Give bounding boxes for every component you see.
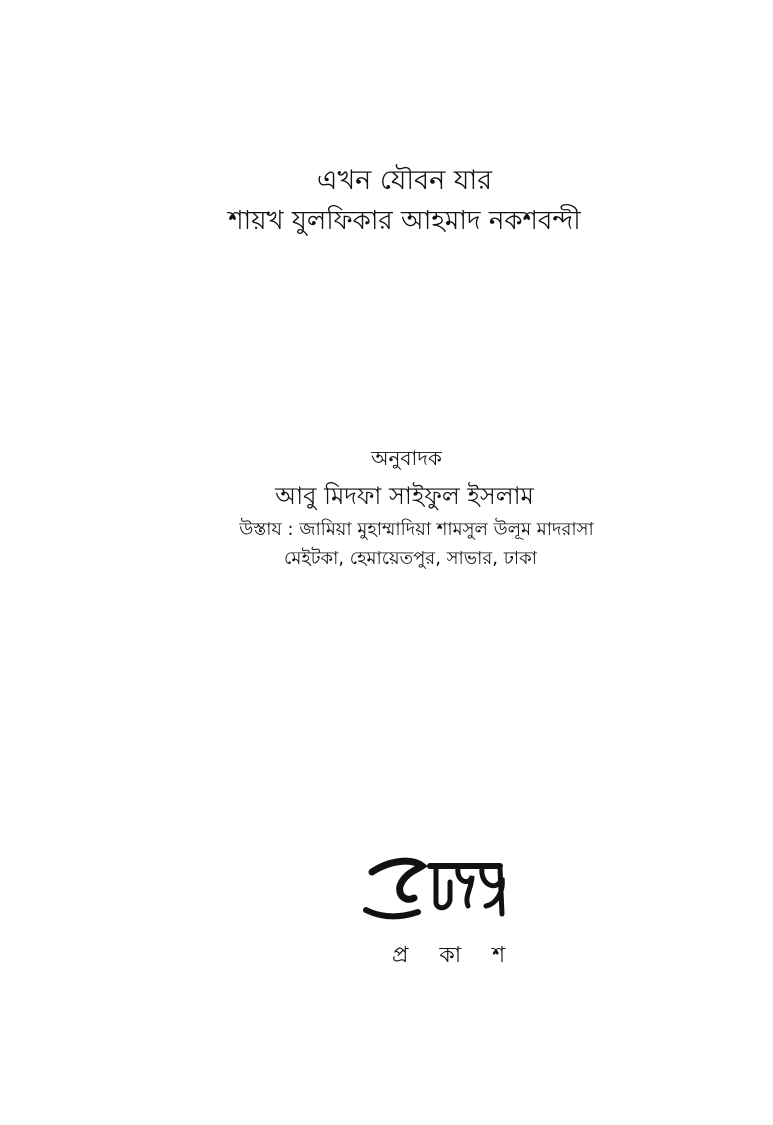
publisher-logo-subtext: প্র কা শ: [392, 943, 518, 968]
translator-label: অনুবাদক: [371, 446, 442, 470]
translator-name: আবু মিদফা সাইফুল ইসলাম: [275, 482, 534, 510]
book-author: শায়খ যুলফিকার আহমাদ নকশবন্দী: [228, 206, 581, 236]
book-title: এখন যৌবন যার: [316, 165, 493, 196]
translator-role: উস্তায : জামিয়া মুহাম্মাদিয়া শামসুল উলূম মাদরাসা: [239, 519, 594, 540]
translator-address: মেইটকা, হেমায়েতপুর, সাভার, ঢাকা: [284, 548, 537, 569]
publisher-logo-mark: [360, 852, 510, 942]
